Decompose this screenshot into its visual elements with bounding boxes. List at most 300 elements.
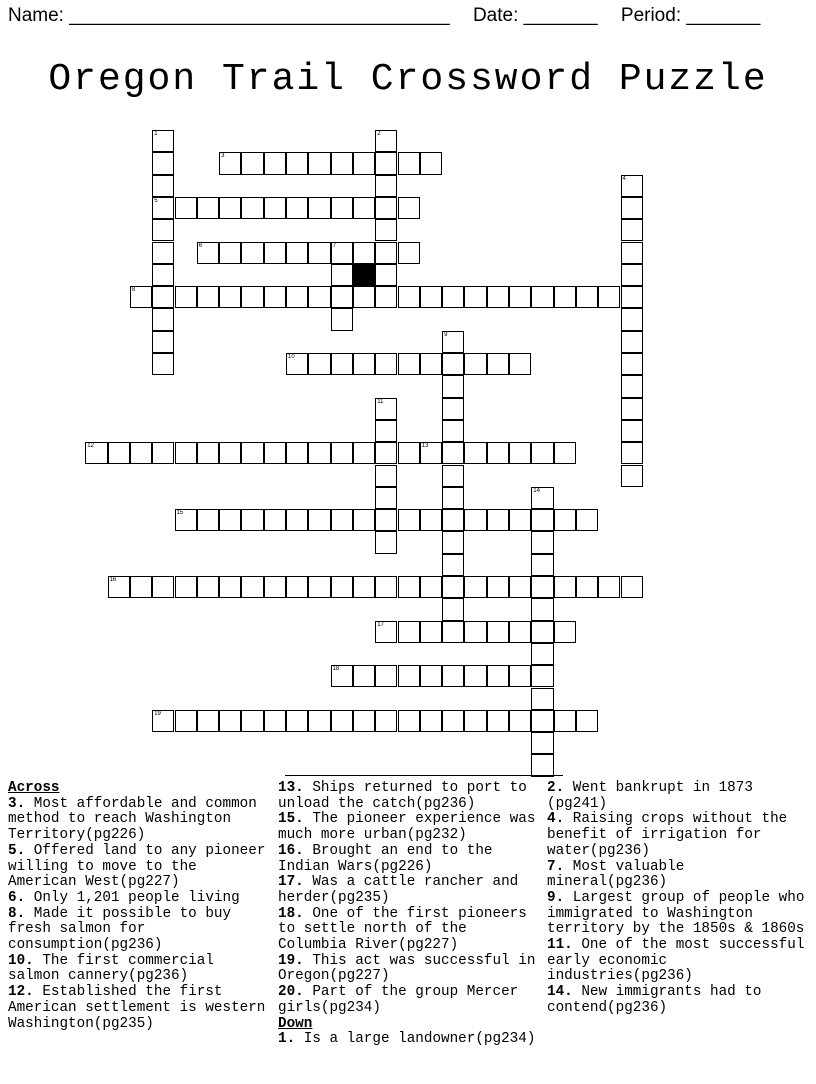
grid-cell[interactable] — [598, 576, 620, 598]
clue-label: 12. — [8, 984, 34, 1001]
clue-text: Ships returned to port to unload the catch(pg236) — [278, 780, 527, 812]
grid-cell[interactable] — [621, 375, 643, 397]
grid-cell[interactable] — [331, 286, 353, 308]
grid-cell[interactable] — [264, 509, 286, 531]
puzzle-title: Oregon Trail Crossword Puzzle — [48, 58, 768, 101]
grid-cell[interactable] — [375, 465, 397, 487]
grid-cell[interactable] — [621, 308, 643, 330]
grid-cell[interactable] — [286, 509, 308, 531]
grid-cell[interactable] — [331, 242, 353, 264]
down-heading: Down — [278, 1015, 313, 1032]
grid-cell[interactable] — [621, 219, 643, 241]
grid-cell[interactable] — [152, 152, 174, 174]
grid-cell[interactable] — [398, 353, 420, 375]
grid-cell[interactable] — [308, 576, 330, 598]
grid-cell[interactable] — [621, 465, 643, 487]
clue-label: 16. — [278, 842, 304, 859]
clue-label: 4. — [547, 811, 565, 828]
grid-cell[interactable] — [398, 286, 420, 308]
grid-cell[interactable] — [509, 286, 531, 308]
grid-cell[interactable] — [487, 710, 509, 732]
grid-cell[interactable] — [308, 442, 330, 464]
clue-label: 18. — [278, 905, 304, 922]
clue-text: One of the first pioneers to settle north of the Columbia River(pg227) — [278, 905, 527, 954]
grid-cell[interactable] — [554, 576, 576, 598]
grid-cell[interactable] — [531, 688, 553, 710]
grid-cell[interactable] — [152, 576, 174, 598]
clue-text: This act was successful in Oregon(pg227) — [278, 952, 536, 985]
grid-cell[interactable] — [420, 353, 442, 375]
grid-cell[interactable] — [286, 442, 308, 464]
grid-cell[interactable] — [509, 710, 531, 732]
clue-text: Is a large landowner(pg234) — [295, 1031, 536, 1048]
grid-cell[interactable] — [375, 152, 397, 174]
grid-cell[interactable] — [464, 576, 486, 598]
grid-cell[interactable] — [331, 264, 353, 286]
grid-cell[interactable] — [241, 509, 263, 531]
grid-cell[interactable] — [219, 710, 241, 732]
grid-cell[interactable] — [531, 643, 553, 665]
grid-cell[interactable] — [464, 710, 486, 732]
grid-cell[interactable] — [108, 442, 130, 464]
grid-cell[interactable] — [487, 442, 509, 464]
grid-cell[interactable] — [531, 509, 553, 531]
clue-number: 8 — [131, 287, 136, 294]
grid-cell[interactable] — [375, 242, 397, 264]
grid-cell[interactable] — [308, 242, 330, 264]
grid-cell[interactable] — [197, 710, 219, 732]
grid-cell[interactable] — [487, 286, 509, 308]
grid-cell[interactable] — [509, 509, 531, 531]
grid-cell[interactable] — [442, 420, 464, 442]
across-clue — [278, 907, 540, 954]
grid-cell[interactable] — [241, 442, 263, 464]
grid-cell[interactable] — [353, 152, 375, 174]
grid-cell[interactable] — [442, 621, 464, 643]
clue-text: The first commercial salmon cannery(pg236) — [8, 952, 214, 985]
clue-label: 3. — [8, 795, 26, 812]
grid-cell[interactable] — [375, 531, 397, 553]
grid-cell[interactable] — [375, 442, 397, 464]
grid-cell[interactable] — [398, 710, 420, 732]
grid-cell[interactable] — [219, 442, 241, 464]
grid-cell[interactable] — [464, 665, 486, 687]
grid-cell[interactable] — [531, 665, 553, 687]
grid-cell[interactable] — [464, 509, 486, 531]
clue-label: 9. — [547, 889, 565, 906]
clue-number: 10 — [288, 354, 295, 360]
grid-cell[interactable] — [353, 442, 375, 464]
down-clue — [278, 1032, 540, 1048]
clue-number: 13 — [421, 443, 429, 450]
grid-cell[interactable] — [531, 286, 553, 308]
grid-cell[interactable] — [264, 710, 286, 732]
grid-cell[interactable] — [576, 710, 598, 732]
grid-cell[interactable] — [331, 197, 353, 219]
grid-cell[interactable] — [353, 576, 375, 598]
grid-cell[interactable] — [420, 576, 442, 598]
clue-label: 14. — [547, 984, 573, 1001]
clue-number: 3 — [221, 153, 225, 160]
grid-cell[interactable] — [531, 576, 553, 598]
date-field[interactable]: Date: _______ — [472, 5, 598, 26]
grid-cell[interactable] — [398, 665, 420, 687]
grid-cell[interactable] — [152, 710, 174, 732]
grid-cell[interactable] — [197, 576, 219, 598]
grid-cell[interactable] — [398, 509, 420, 531]
grid-cell[interactable] — [554, 710, 576, 732]
clue-text: Most affordable and common method to reach Washington Territory(pg226) — [8, 795, 257, 844]
clue-text: Part of the group Mercer girls(pg234) — [278, 984, 519, 1016]
grid-cell[interactable] — [353, 710, 375, 732]
grid-cell[interactable] — [308, 197, 330, 219]
grid-cell[interactable] — [152, 219, 174, 241]
grid-cell[interactable] — [621, 175, 643, 197]
grid-cell[interactable] — [375, 130, 397, 152]
grid-cell[interactable] — [286, 197, 308, 219]
clue-text: One of the most successful early economic industries(pg236) — [547, 937, 805, 985]
grid-cell[interactable] — [286, 576, 308, 598]
grid-cell[interactable] — [375, 197, 397, 219]
grid-cell[interactable] — [442, 665, 464, 687]
down-clue — [547, 891, 809, 938]
divider-line — [285, 775, 563, 776]
grid-cell[interactable] — [375, 264, 397, 286]
grid-cell[interactable] — [286, 353, 308, 375]
grid-cell[interactable] — [398, 242, 420, 264]
grid-cell[interactable] — [286, 242, 308, 264]
grid-cell[interactable] — [420, 152, 442, 174]
name-field[interactable]: Name: ____________________________________ — [8, 5, 450, 26]
across-clue — [8, 844, 270, 891]
clue-label: 13. — [278, 780, 304, 796]
clue-number: 7 — [332, 242, 336, 249]
grid-cell[interactable] — [308, 509, 330, 531]
clues-column-1 — [8, 781, 270, 1032]
grid-cell[interactable] — [464, 286, 486, 308]
across-clue — [8, 797, 270, 844]
grid-cell[interactable] — [487, 509, 509, 531]
clue-number: 19 — [154, 710, 161, 717]
grid-cell[interactable] — [420, 442, 442, 464]
grid-cell[interactable] — [264, 242, 286, 264]
down-clue — [547, 860, 809, 891]
grid-cell[interactable] — [576, 286, 598, 308]
down-clue — [547, 938, 809, 985]
grid-cell[interactable] — [85, 442, 107, 464]
grid-cell[interactable] — [420, 286, 442, 308]
grid-cell[interactable] — [197, 286, 219, 308]
grid-cell[interactable] — [420, 621, 442, 643]
grid-cell[interactable] — [598, 286, 620, 308]
across-clue — [278, 985, 540, 1016]
grid-cell[interactable] — [576, 509, 598, 531]
grid-cell[interactable] — [621, 264, 643, 286]
grid-cell[interactable] — [219, 197, 241, 219]
down-clue — [547, 781, 809, 812]
clue-number: 5 — [154, 197, 158, 204]
grid-cell[interactable] — [442, 331, 464, 353]
grid-cell[interactable] — [531, 754, 553, 776]
grid-cell[interactable] — [130, 286, 152, 308]
clue-label: 20. — [278, 984, 304, 1001]
grid-cell[interactable] — [308, 152, 330, 174]
grid-cell[interactable] — [375, 353, 397, 375]
clue-number: 6 — [198, 242, 203, 249]
grid-cell[interactable] — [442, 442, 464, 464]
grid-cell[interactable] — [621, 242, 643, 264]
grid-cell[interactable] — [554, 286, 576, 308]
grid-cell[interactable] — [442, 576, 464, 598]
grid-cell[interactable] — [331, 576, 353, 598]
clue-number: 2 — [377, 131, 381, 137]
grid-cell[interactable] — [531, 732, 553, 754]
grid-cell[interactable] — [375, 286, 397, 308]
grid-cell[interactable] — [241, 576, 263, 598]
grid-cell[interactable] — [219, 152, 241, 174]
clue-label: 1. — [278, 1031, 296, 1048]
grid-cell[interactable] — [621, 286, 643, 308]
grid-cell[interactable] — [375, 219, 397, 241]
grid-cell[interactable] — [175, 286, 197, 308]
clue-label: 6. — [8, 889, 26, 906]
grid-cell[interactable] — [152, 442, 174, 464]
grid-cell[interactable] — [375, 398, 397, 420]
grid-cell[interactable] — [353, 509, 375, 531]
clue-text: New immigrants had to contend(pg236) — [547, 984, 762, 1016]
grid-cell[interactable] — [509, 665, 531, 687]
grid-cell[interactable] — [531, 598, 553, 620]
grid-cell[interactable] — [197, 197, 219, 219]
clue-text: Established the first American settlement is western Washington(pg235) — [8, 984, 266, 1032]
across-clue — [8, 891, 270, 907]
grid-cell[interactable] — [152, 242, 174, 264]
grid-cell[interactable] — [375, 576, 397, 598]
grid-cell[interactable] — [442, 375, 464, 397]
clue-text: Brought an end to the Indian Wars(pg226) — [278, 842, 493, 875]
grid-cell[interactable] — [442, 487, 464, 509]
clue-label: 8. — [8, 905, 26, 922]
grid-cell[interactable] — [375, 175, 397, 197]
clues-column-2 — [278, 781, 540, 1048]
grid-cell[interactable] — [353, 242, 375, 264]
grid-cell[interactable] — [241, 152, 263, 174]
grid-cell[interactable] — [286, 286, 308, 308]
grid-cell[interactable] — [554, 621, 576, 643]
grid-cell[interactable] — [108, 576, 130, 598]
clue-number: 18 — [332, 666, 340, 673]
grid-cell[interactable] — [621, 420, 643, 442]
grid-cell[interactable] — [531, 710, 553, 732]
grid-cell[interactable] — [331, 509, 353, 531]
grid-cell[interactable] — [308, 353, 330, 375]
grid-cell[interactable] — [442, 398, 464, 420]
clue-text: Largest group of people who immigrated to Washington territory by the 1850s & 1860s — [547, 889, 805, 938]
grid-cell[interactable] — [286, 710, 308, 732]
across-clue — [278, 812, 540, 843]
grid-cell[interactable] — [152, 175, 174, 197]
grid-cell[interactable] — [442, 531, 464, 553]
grid-cell[interactable] — [420, 665, 442, 687]
black-square — [353, 264, 375, 286]
grid-cell[interactable] — [130, 576, 152, 598]
clue-number: 15 — [176, 510, 184, 517]
grid-cell[interactable] — [264, 152, 286, 174]
grid-cell[interactable] — [331, 710, 353, 732]
down-clue — [547, 985, 809, 1016]
grid-cell[interactable] — [531, 554, 553, 576]
grid-cell[interactable] — [175, 442, 197, 464]
grid-cell[interactable] — [175, 509, 197, 531]
grid-cell[interactable] — [219, 576, 241, 598]
grid-cell[interactable] — [621, 197, 643, 219]
grid-cell[interactable] — [621, 353, 643, 375]
grid-cell[interactable] — [152, 264, 174, 286]
grid-cell[interactable] — [286, 152, 308, 174]
grid-cell[interactable] — [241, 197, 263, 219]
grid-cell[interactable] — [487, 621, 509, 643]
clue-label: 7. — [547, 858, 565, 875]
grid-cell[interactable] — [398, 442, 420, 464]
grid-cell[interactable] — [464, 442, 486, 464]
grid-cell[interactable] — [487, 576, 509, 598]
grid-cell[interactable] — [442, 710, 464, 732]
grid-cell[interactable] — [464, 621, 486, 643]
grid-cell[interactable] — [442, 286, 464, 308]
grid-cell[interactable] — [442, 465, 464, 487]
grid-cell[interactable] — [442, 353, 464, 375]
grid-cell[interactable] — [576, 576, 598, 598]
grid-cell[interactable] — [621, 442, 643, 464]
grid-cell[interactable] — [464, 353, 486, 375]
grid-cell[interactable] — [130, 442, 152, 464]
grid-cell[interactable] — [509, 353, 531, 375]
grid-cell[interactable] — [175, 710, 197, 732]
grid-cell[interactable] — [152, 308, 174, 330]
across-clue — [8, 907, 270, 954]
clue-text: The pioneer experience was much more urban(pg232) — [278, 811, 536, 844]
grid-cell[interactable] — [531, 442, 553, 464]
across-clue — [278, 844, 540, 875]
grid-cell[interactable] — [197, 242, 219, 264]
clue-number: 17 — [377, 621, 384, 628]
across-heading: Across — [8, 780, 60, 796]
grid-cell[interactable] — [398, 621, 420, 643]
grid-cell[interactable] — [264, 442, 286, 464]
grid-cell[interactable] — [621, 576, 643, 598]
period-field[interactable]: Period: _______ — [620, 5, 761, 26]
grid-cell[interactable] — [442, 598, 464, 620]
grid-cell[interactable] — [398, 197, 420, 219]
grid-cell[interactable] — [375, 509, 397, 531]
grid-cell[interactable] — [375, 487, 397, 509]
clue-text: Raising crops without the benefit of irrigation for water(pg236) — [547, 811, 788, 859]
grid-cell[interactable] — [241, 710, 263, 732]
across-clue — [278, 781, 540, 812]
grid-cell[interactable] — [621, 331, 643, 353]
grid-cell[interactable] — [554, 442, 576, 464]
clue-number: 16 — [109, 577, 117, 583]
grid-cell[interactable] — [152, 197, 174, 219]
clue-text: Was a cattle rancher and herder(pg235) — [278, 874, 519, 906]
grid-cell[interactable] — [152, 130, 174, 152]
clues-column-3 — [547, 781, 809, 1017]
grid-cell[interactable] — [442, 509, 464, 531]
grid-cell[interactable] — [442, 554, 464, 576]
grid-cell[interactable] — [509, 621, 531, 643]
down-clue — [547, 812, 809, 859]
grid-cell[interactable] — [398, 576, 420, 598]
grid-cell[interactable] — [219, 286, 241, 308]
clue-text: Made it possible to buy fresh salmon for consumption(pg236) — [8, 905, 232, 954]
grid-cell[interactable] — [197, 509, 219, 531]
grid-cell[interactable] — [331, 353, 353, 375]
grid-cell[interactable] — [175, 197, 197, 219]
clue-label: 11. — [547, 937, 573, 954]
grid-cell[interactable] — [241, 242, 263, 264]
grid-cell[interactable] — [197, 442, 219, 464]
grid-cell[interactable] — [331, 665, 353, 687]
grid-cell[interactable] — [353, 353, 375, 375]
clue-label: 17. — [278, 874, 304, 891]
grid-cell[interactable] — [219, 509, 241, 531]
grid-cell[interactable] — [264, 286, 286, 308]
grid-cell[interactable] — [331, 152, 353, 174]
grid-cell[interactable] — [420, 710, 442, 732]
grid-cell[interactable] — [531, 487, 553, 509]
grid-cell[interactable] — [509, 442, 531, 464]
grid-cell[interactable] — [487, 353, 509, 375]
grid-cell[interactable] — [509, 576, 531, 598]
clue-label: 19. — [278, 952, 304, 969]
grid-cell[interactable] — [554, 509, 576, 531]
grid-cell[interactable] — [219, 242, 241, 264]
grid-cell[interactable] — [621, 398, 643, 420]
grid-cell[interactable] — [152, 286, 174, 308]
clue-number: 12 — [87, 443, 94, 450]
clue-number: 4 — [622, 175, 626, 182]
grid-cell[interactable] — [152, 331, 174, 353]
grid-cell[interactable] — [531, 621, 553, 643]
grid-cell[interactable] — [353, 665, 375, 687]
grid-cell[interactable] — [241, 286, 263, 308]
grid-cell[interactable] — [375, 710, 397, 732]
clue-number: 9 — [444, 331, 448, 338]
grid-cell[interactable] — [375, 621, 397, 643]
grid-cell[interactable] — [331, 442, 353, 464]
grid-cell[interactable] — [264, 576, 286, 598]
grid-cell[interactable] — [353, 286, 375, 308]
grid-cell[interactable] — [308, 286, 330, 308]
clue-number: 11 — [377, 398, 384, 405]
grid-cell[interactable] — [152, 353, 174, 375]
clue-number: 14 — [533, 487, 540, 494]
grid-cell[interactable] — [420, 509, 442, 531]
grid-cell[interactable] — [331, 308, 353, 330]
grid-cell[interactable] — [375, 420, 397, 442]
grid-cell[interactable] — [487, 665, 509, 687]
clue-label: 2. — [547, 780, 565, 796]
grid-cell[interactable] — [175, 576, 197, 598]
grid-cell[interactable] — [264, 197, 286, 219]
grid-cell[interactable] — [353, 197, 375, 219]
grid-cell[interactable] — [308, 710, 330, 732]
clue-text: Only 1,201 people living — [25, 889, 240, 906]
grid-cell[interactable] — [398, 152, 420, 174]
grid-cell[interactable] — [531, 531, 553, 553]
clue-text: Most valuable mineral(pg236) — [547, 858, 685, 891]
grid-cell[interactable] — [375, 665, 397, 687]
